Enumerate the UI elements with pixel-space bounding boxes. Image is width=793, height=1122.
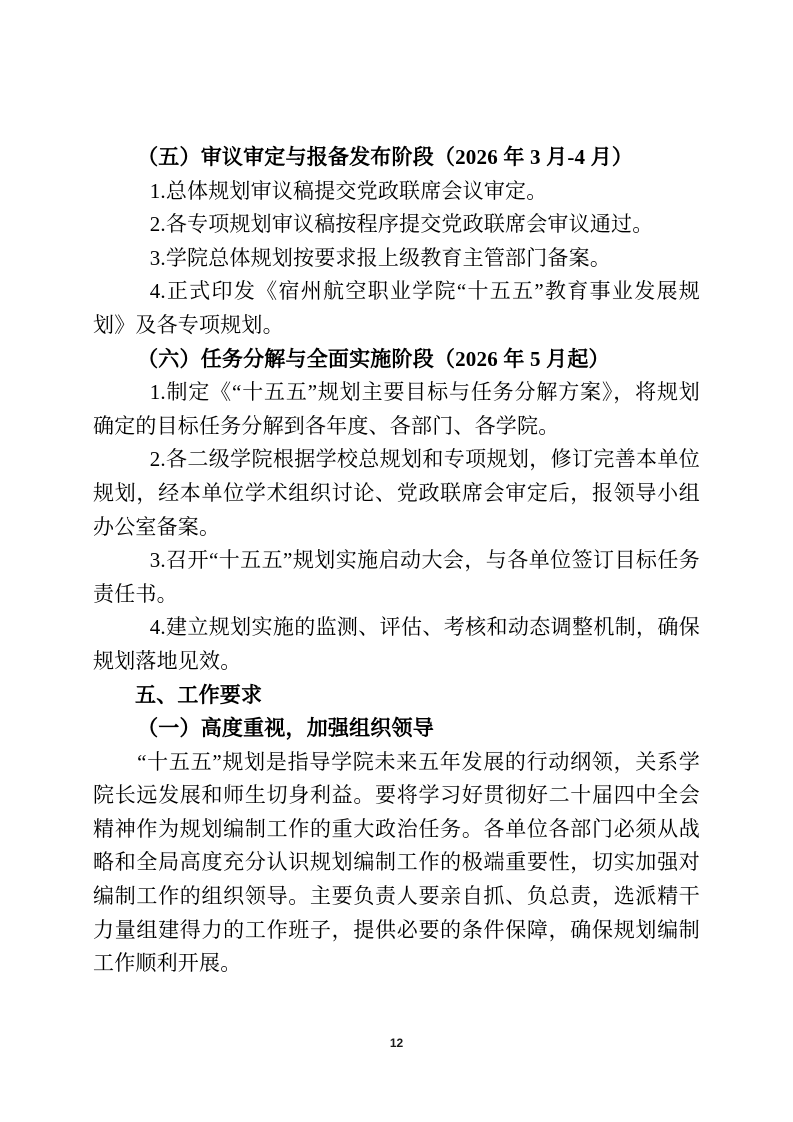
stage5-heading: （五）审议审定与报备发布阶段（2026 年 3 月-4 月） (137, 145, 634, 169)
stage5-item-1: 1.总体规划审议稿提交党政联席会议审定。 (149, 178, 548, 203)
stage6-heading: （六）任务分解与全面实施阶段（2026 年 5 月起） (137, 346, 610, 371)
stage6-item-1: 1.制定《“十五五”规划主要目标与任务分解方案》，将规划确定的目标任务分解到各年度、各部门、各学院。 (93, 380, 700, 438)
document-body (93, 141, 700, 981)
stage6-item-4: 4.建立规划实施的监测、评估、考核和动态调整机制，确保规划落地见效。 (93, 615, 700, 673)
page-number: 12 (389, 1036, 404, 1050)
body-paragraph: “十五五”规划是指导学院未来五年发展的行动纲领，关系学院长远发展和师生切身利益。要将学习好贯彻好二十届四中全会精神作为规划编制工作的重大政治任务。各单位各部门必须从战略和全局高度充分认识规划编制工作的极端重要性，切实加强对编制工作的组织领导。主要负责人要亲自抓、负总责，选派精干力量组建得力的工作班子，提供必要的条件保障，确保规划编制工作顺利开展。 (93, 749, 700, 976)
chapter-heading: 五、工作要求 (135, 683, 263, 707)
stage5-item-2: 2.各专项规划审议稿按程序提交党政联席会审议通过。 (149, 212, 654, 237)
stage6-item-3: 3.召开“十五五”规划实施启动大会，与各单位签订目标任务责任书。 (93, 548, 700, 606)
stage5-item-4: 4.正式印发《宿州航空职业学院“十五五”教育事业发展规划》及各专项规划。 (93, 279, 700, 337)
stage6-item-2: 2.各二级学院根据学校总规划和专项规划，修订完善本单位规划，经本单位学术组织讨论、党政联席会审定后，报领导小组办公室备案。 (93, 447, 700, 539)
stage5-item-3: 3.学院总体规划按要求报上级教育主管部门备案。 (149, 245, 612, 270)
sub-heading: （一）高度重视，加强组织领导 (137, 716, 434, 741)
